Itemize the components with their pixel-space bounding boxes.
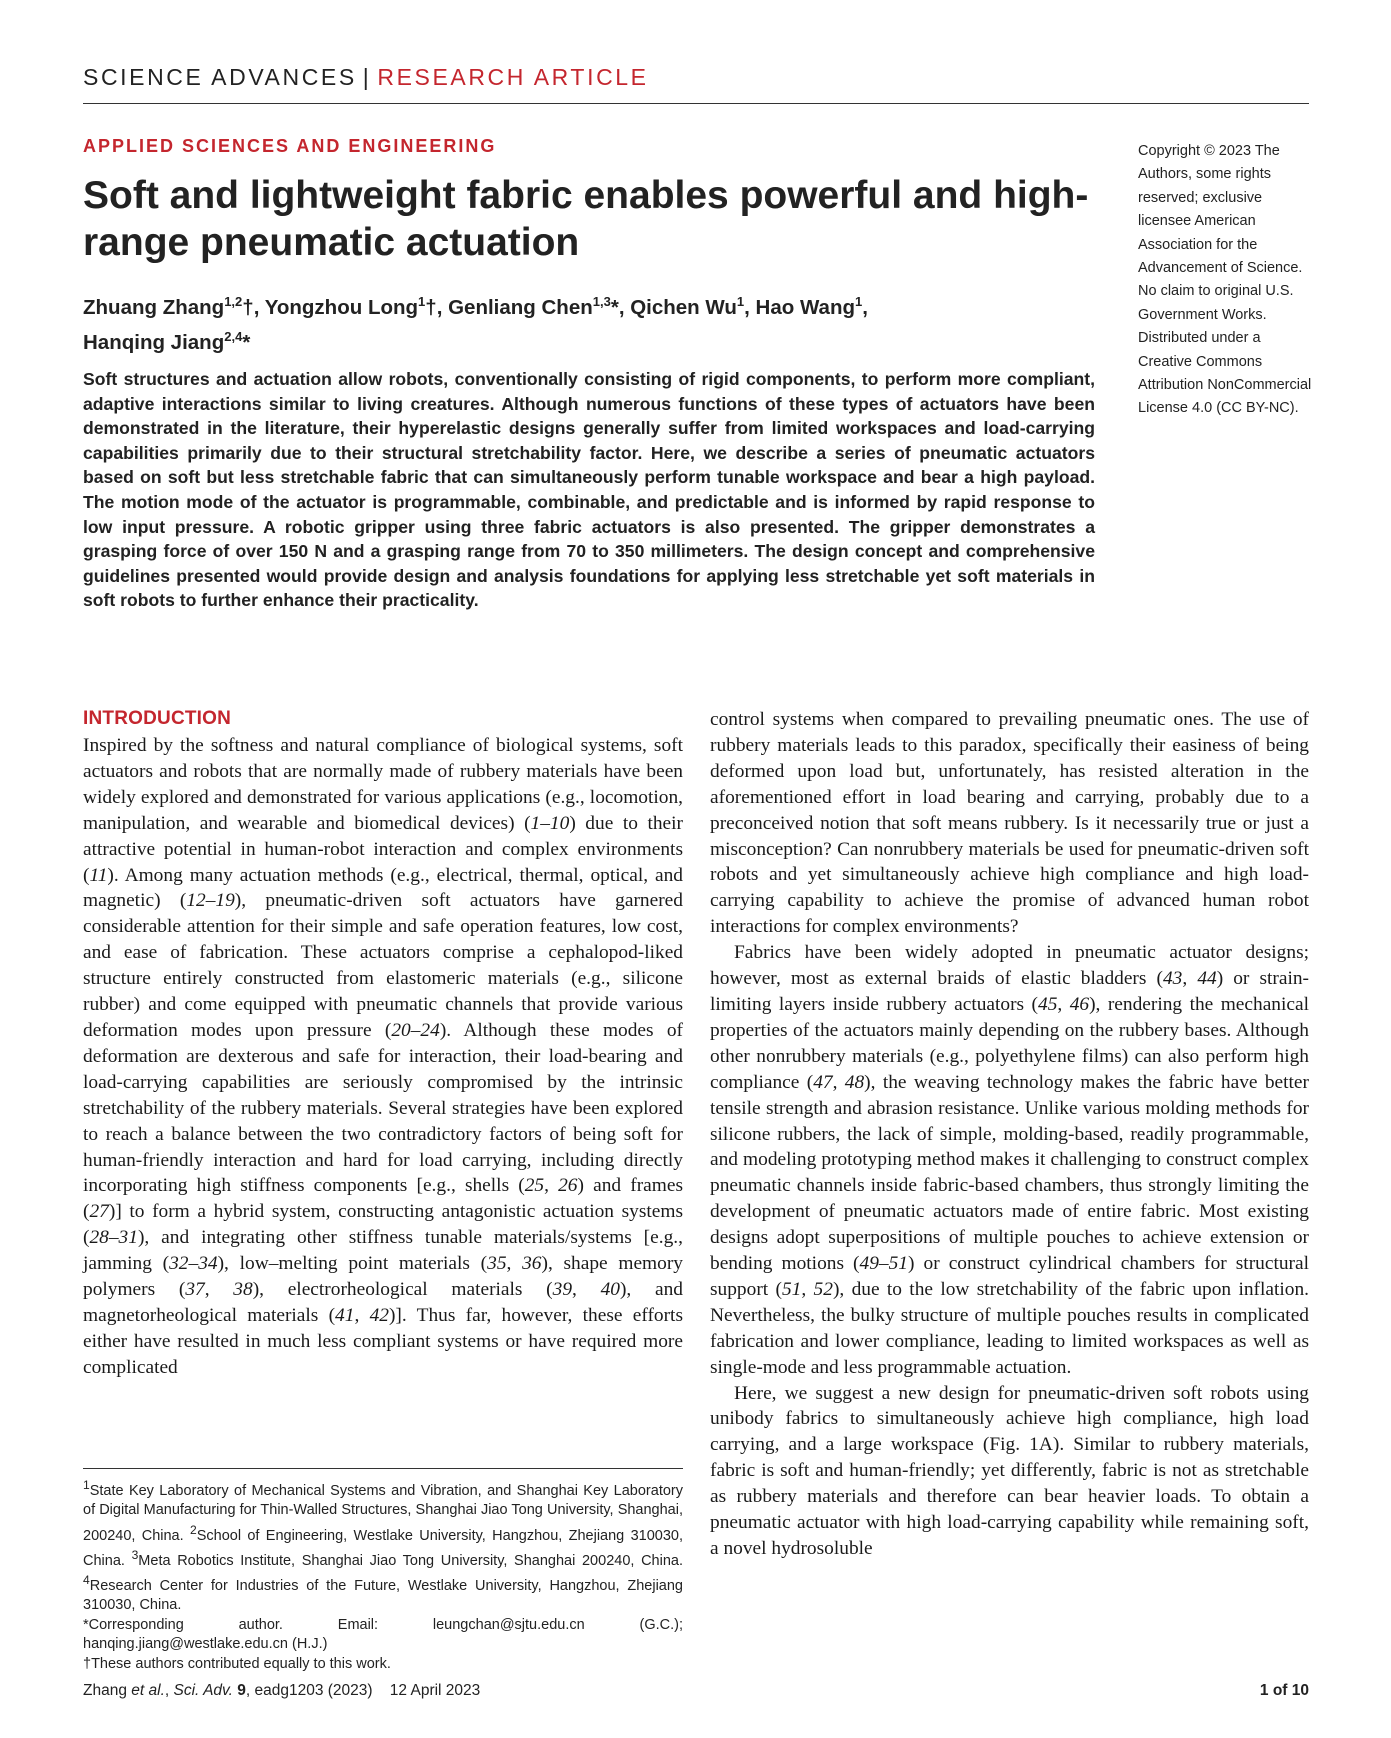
text-run: , — [572, 1279, 601, 1301]
text-run: , — [544, 1175, 559, 1197]
author-name: Yongzhou Long — [264, 295, 419, 319]
text-run: ), rendering the mechanical properties of the actuators mainly depending on the rubbery bases. Although other nonrubbery materials (e.g., polyethylene films) can also perform high compliance ( — [710, 993, 1309, 1093]
text-run: ). Among many actuation methods (e.g., electrical, thermal, optical, and magnetic) ( — [83, 864, 683, 912]
author-name: Genliang Chen — [448, 295, 593, 319]
text-run: , — [204, 1279, 234, 1301]
author-affiliation-mark: 1 — [736, 294, 745, 309]
citation-ref: 38 — [233, 1279, 253, 1301]
text-run: ) or construct cylindrical chambers for structural support ( — [710, 1253, 1309, 1300]
citation-ref: 44 — [1197, 968, 1217, 990]
citation-ref: 11 — [89, 864, 108, 886]
journal-header — [83, 64, 1309, 91]
text-run: ), and magnetorheological materials ( — [83, 1279, 683, 1326]
author-name: Hao Wang — [755, 295, 856, 319]
left-column — [83, 707, 683, 1381]
citation-ref: 39 — [552, 1279, 573, 1301]
intro-paragraph-1-continued — [710, 707, 1309, 940]
text-run: Fabrics have been widely adopted in pneumatic actuator designs; however, most as external braids of elastic bladders ( — [710, 942, 1309, 990]
affiliation-text: School of Engineering, Westlake University, Hangzhou, Zhejiang 310030, China. — [83, 1527, 683, 1569]
author-note-mark: * — [242, 330, 251, 354]
header-rule — [83, 103, 1309, 104]
affiliation-number: 4 — [83, 1573, 90, 1588]
author-affiliation-mark: 1 — [855, 294, 863, 309]
text-run: , — [506, 1253, 523, 1275]
text-run: Here, we suggest a new design for pneumatic-driven soft robots using unibody fabrics to simultaneously achieve high compliance, high load carrying, and a large workspace (Fig. 1A). Similar to rubbery materials, fabric is soft and human-friendly; yet differently, fabric is not as stretchable as rubbery materials and therefore can bear heavier loads. To obtain a pneumatic actuator with high load-carrying capability while remaining soft, a novel hydrosoluble — [710, 1382, 1309, 1559]
citation-ref: 43 — [1162, 968, 1183, 990]
text-run: , — [801, 1278, 814, 1300]
footnotes — [83, 1476, 683, 1674]
text-run: control systems when compared to prevailing pneumatic ones. The use of rubbery materials leads to this paradox, specifically their easiness of being deformed upon load but, unfortunately, has resisted alteration in the aforementioned effort in load bearing and carrying, probably due to a preconceived notion that soft means rubbery. Is it necessarily true or just a misconception? Can nonrubbery materials be used for pneumatic-driven soft robots and yet simultaneously achieve high compliance and high load-carrying capability to achieve the promise of advanced human robot interactions for complex environments? — [710, 709, 1309, 938]
text-run: ), low–melting point materials ( — [217, 1253, 488, 1275]
citation-ref: 26 — [558, 1175, 578, 1197]
text-run: , — [354, 1304, 370, 1326]
author-note-mark: † — [425, 295, 437, 319]
footnote-rule — [83, 1468, 683, 1469]
article-type: RESEARCH ARTICLE — [377, 64, 649, 90]
citation-ref: 28–31 — [89, 1227, 138, 1249]
corresponding-author-footnote: *Corresponding author. Email: leungchan@sjtu.edu.cn (G.C.); hanqing.jiang@westlake.edu.cn (H.J.) — [83, 1616, 683, 1653]
text-run: ), pneumatic-driven soft actuators have garnered considerable attention for their simple and safe operation features, low cost, and ease of fabrication. These actuators comprise a cephalopod-liked structure entirely constructed from elastomeric materials (e.g., silicone rubber) and come equipped with pneumatic channels that provide various deformation modes upon pressure ( — [83, 890, 683, 1041]
section-tag: APPLIED SCIENCES AND ENGINEERING — [83, 136, 497, 156]
text-run: , — [1182, 968, 1198, 990]
text-run: ), electrorheological materials ( — [252, 1279, 553, 1301]
intro-heading: INTRODUCTION — [83, 708, 232, 729]
text-run: ) due to their attractive potential in human-robot interaction and complex environments ( — [83, 812, 683, 886]
author-note-mark: † — [242, 295, 254, 319]
intro-paragraph-3 — [710, 1381, 1309, 1562]
text-run: ) or strain-limiting layers inside rubbery actuators ( — [710, 968, 1310, 1015]
citation-ref: 25 — [524, 1175, 545, 1197]
page-number: 1 of 10 — [1259, 1682, 1309, 1699]
text-run: )]. Thus far, however, these efforts either have resulted in much less compliant systems or have required more complicated — [83, 1304, 683, 1378]
text-run: , — [1057, 993, 1070, 1015]
citation-ref: 40 — [600, 1279, 620, 1301]
citation-ref: 27 — [89, 1201, 109, 1223]
citation-ref: 20–24 — [391, 1019, 440, 1041]
intro-paragraph-1 — [83, 733, 683, 1381]
citation-ref: 36 — [522, 1253, 542, 1275]
author-affiliation-mark: 1,3 — [592, 294, 611, 309]
citation-ref: 48 — [844, 1071, 865, 1093]
citation-ref: 47 — [813, 1071, 833, 1093]
citation-ref: 52 — [813, 1278, 833, 1300]
text-run: ), the weaving technology makes the fabric have better tensile strength and abrasion resistance. Unlike various molding methods for silicone rubbers, the lack of simple, molding-based, readily programmable, and modeling prototyping method makes it challenging to construct complex pneumatic channels inside fabric-based chambers, thus strongly limiting the development of pneumatic actuators made of entire fabric. Most existing designs adopt superpositions of multiple pouches to achieve extension or bending motions ( — [710, 1071, 1309, 1275]
author-affiliation-mark: 1 — [418, 294, 426, 309]
affiliation-number: 2 — [189, 1522, 197, 1537]
author-name: Hanqing Jiang — [83, 330, 225, 354]
author-list: Zhuang Zhang$^{1,2}$†, Yongzhou Long$^1$†, Genliang Chen$^{1,3}$*, Qichen Wu$^1$, Hao Wang$^1$, Hanqing Jiang$^{2,4}$* — [83, 294, 868, 354]
author-affiliation-mark: 1,2 — [224, 294, 243, 309]
text-run: ), due to the low stretchability of the fabric upon inflation. Nevertheless, the bulky structure of multiple pouches results in complicated fabrication and lower compliance, leading to limited workspaces as well as single-mode and less programmable actuation. — [710, 1278, 1310, 1378]
citation-ref: 46 — [1069, 993, 1090, 1015]
citation-ref: 1–10 — [530, 812, 570, 834]
affiliation-number: 1 — [83, 1478, 90, 1492]
journal-name: SCIENCE ADVANCES — [83, 64, 357, 90]
article-title: Soft and lightweight fabric enables powerful and high-range pneumatic actuation — [83, 174, 1089, 264]
affiliations-footnote — [83, 1476, 683, 1616]
citation-ref: 12–19 — [186, 890, 235, 912]
citation-ref: 35 — [487, 1253, 507, 1275]
text-run: ), shape memory polymers ( — [83, 1253, 683, 1301]
equal-contribution-footnote: †These authors contributed equally to this work. — [83, 1655, 391, 1672]
citation-ref: 32–34 — [169, 1253, 218, 1275]
citation-ref: 42 — [369, 1304, 389, 1326]
intro-paragraph-2 — [710, 940, 1309, 1380]
text-run: ). Although these modes of deformation are dexterous and safe for interaction, their load-bearing and load-carrying capabilities are seriously compromised by the intrinsic stretchability of the rubbery materials. Several strategies have been explored to reach a balance between the two contradictory factors of being soft for human-friendly interaction and hard for load carrying, including directly incorporating high stiffness components [e.g., shells ( — [83, 1019, 683, 1197]
affiliation-text: Meta Robotics Institute, Shanghai Jiao Tong University, Shanghai 200240, China. — [138, 1552, 683, 1569]
affiliation-number: 3 — [131, 1547, 139, 1562]
right-column — [710, 707, 1309, 1562]
author-name: Qichen Wu — [630, 295, 737, 319]
text-run: Inspired by the softness and natural compliance of biological systems, soft actuators and robots that are normally made of rubbery materials have been widely explored and demonstrated for various applications (e.g., locomotion, manipulation, and wearable and biomedical devices) ( — [83, 735, 683, 834]
abstract: Soft structures and actuation allow robots, conventionally consisting of rigid components, to perform more compliant, adaptive interactions similar to living creatures. Although numerous functions of these types of actuators have been demonstrated in the literature, their hyperelastic designs generally suffer from limited workspaces and load-carrying capabilities primarily due to their structural stretchability factor. Here, we describe a series of pneumatic actuators based on soft but less stretchable fabric that can simultaneously perform tunable workspace and bear a high payload. The motion mode of the actuator is programmable, combinable, and predictable and is informed by rapid response to low input pressure. A robotic gripper using three fabric actuators is also presented. The gripper demonstrates a grasping force of over 150 N and a grasping range from 70 to 350 millimeters. The design concept and comprehensive guidelines presented would provide design and analysis foundations for applying less stretchable yet soft materials in soft robots to further enhance their practicality. — [83, 369, 1095, 611]
text-run: )] to form a hybrid system, constructing antagonistic actuation systems ( — [83, 1201, 683, 1249]
author-note-mark: * — [610, 295, 619, 319]
text-run: , — [832, 1071, 845, 1093]
author-affiliation-mark: 2,4 — [224, 328, 243, 344]
citation-ref: 37 — [185, 1279, 205, 1301]
citation-footer: Zhang et al., Sci. Adv. 9, eadg1203 (2023) 12 April 2023 — [83, 1682, 481, 1699]
citation-ref: 45 — [1038, 993, 1058, 1015]
citation-ref: 49–51 — [859, 1253, 908, 1275]
affiliation-text: State Key Laboratory of Mechanical Systems and Vibration, and Shanghai Key Laboratory of Digital Manufacturing for Thin-Walled Structures, Shanghai Jiao Tong University, Shanghai, 200240, China. — [83, 1482, 683, 1544]
copyright-notice: Copyright © 2023 The Authors, some rights reserved; exclusive licensee American Association for the Advancement of Science. No claim to original U.S. Government Works. Distributed under a Creative Commons Attribution NonCommercial License 4.0 (CC BY-NC). — [1138, 143, 1312, 417]
affiliation-text: Research Center for Industries of the Future, Westlake University, Hangzhou, Zhejiang 310030, China. — [83, 1577, 683, 1614]
text-run: ), and integrating other stiffness tunable materials/systems [e.g., jamming ( — [83, 1227, 683, 1275]
header-separator: | — [362, 64, 372, 90]
author-name: Zhuang Zhang — [83, 295, 225, 319]
citation-ref: 41 — [335, 1304, 355, 1326]
text-run: ) and frames ( — [83, 1175, 683, 1223]
citation-ref: 51 — [781, 1278, 802, 1300]
